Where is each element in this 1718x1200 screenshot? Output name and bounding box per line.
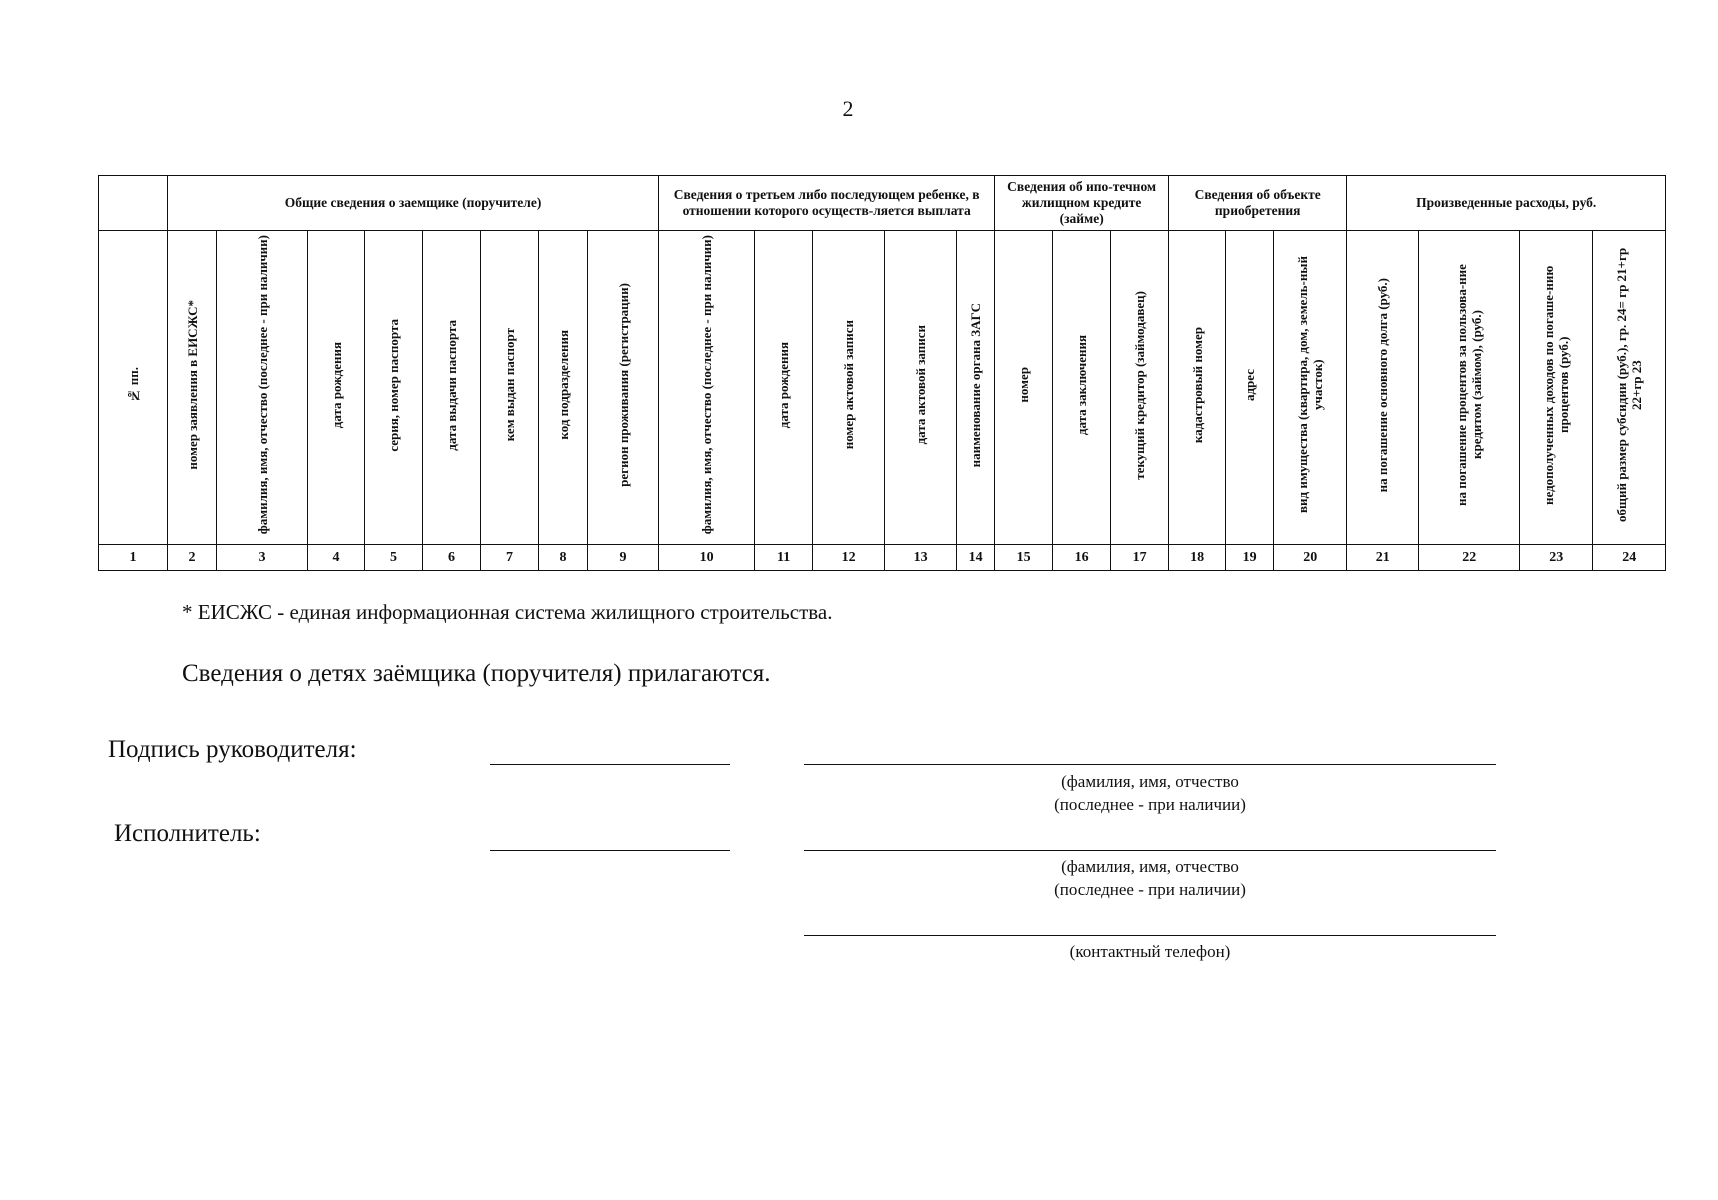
column-number: 3 bbox=[217, 545, 308, 571]
column-header-label: номер bbox=[1016, 367, 1032, 403]
head-signature-label: Подпись руководителя: bbox=[108, 736, 357, 763]
column-number: 19 bbox=[1226, 545, 1274, 571]
executor-label: Исполнитель: bbox=[114, 820, 261, 847]
footnote: * ЕИСЖС - единая информационная система жилищного строительства. bbox=[182, 600, 833, 624]
column-number: 12 bbox=[813, 545, 885, 571]
column-header-cell bbox=[308, 231, 365, 545]
group-header-mortgage: Сведения об ипо-течном жилищном кредите (займе) bbox=[995, 176, 1169, 231]
column-number: 13 bbox=[885, 545, 957, 571]
executor-name-caption bbox=[940, 855, 1360, 901]
column-header-cell bbox=[755, 231, 813, 545]
column-header-label: фамилия, имя, отчество (последнее - при наличии) bbox=[699, 235, 715, 535]
column-number-row bbox=[99, 545, 1666, 571]
fio-caption-line2: (последнее - при наличии) bbox=[1054, 795, 1246, 814]
column-header-label: дата актовой записи bbox=[913, 325, 929, 445]
column-header-label: № пп. bbox=[125, 366, 141, 404]
column-header-cell bbox=[1419, 231, 1520, 545]
group-header-child: Сведения о третьем либо последующем ребенке, в отношении которого осуществ-ляется выплата bbox=[659, 176, 995, 231]
head-name-line bbox=[804, 764, 1496, 765]
column-header-cell bbox=[1111, 231, 1169, 545]
column-number: 9 bbox=[588, 545, 659, 571]
column-header-cell bbox=[423, 231, 481, 545]
column-header-label: кадастровый номер bbox=[1189, 326, 1205, 444]
column-number: 22 bbox=[1419, 545, 1520, 571]
head-name-caption bbox=[940, 770, 1360, 816]
column-number: 18 bbox=[1169, 545, 1226, 571]
column-header-label: номер заявления в ЕИСЖС* bbox=[184, 300, 200, 470]
column-number: 24 bbox=[1593, 545, 1666, 571]
column-header-cell bbox=[1593, 231, 1666, 545]
column-header-label: дата выдачи паспорта bbox=[444, 319, 459, 451]
column-header-cell bbox=[1274, 231, 1347, 545]
executor-signature-line bbox=[490, 850, 730, 851]
column-header-label: номер актовой записи bbox=[841, 320, 857, 450]
column-header-label: на погашение основного долга (руб.) bbox=[1375, 277, 1391, 493]
report-table bbox=[98, 175, 1666, 571]
column-header-label: на погашение процентов за пользова-ние кредитом (займом), (руб.) bbox=[1454, 264, 1485, 506]
column-header-cell bbox=[1053, 231, 1111, 545]
column-header-label: недополученных доходов по погаше-нию процентов (руб.) bbox=[1541, 265, 1572, 505]
column-header-cell bbox=[885, 231, 957, 545]
column-header-cell bbox=[1347, 231, 1419, 545]
column-header-cell bbox=[813, 231, 885, 545]
group-header-borrower: Общие сведения о заемщике (поручителе) bbox=[168, 176, 659, 231]
column-header-cell bbox=[539, 231, 588, 545]
column-number: 17 bbox=[1111, 545, 1169, 571]
column-number: 2 bbox=[168, 545, 217, 571]
column-header-cell bbox=[168, 231, 217, 545]
column-number: 8 bbox=[539, 545, 588, 571]
group-header-row bbox=[99, 176, 1666, 231]
column-header-label: адрес bbox=[1242, 368, 1258, 401]
column-header-cell bbox=[217, 231, 308, 545]
column-number: 15 bbox=[995, 545, 1053, 571]
fio-caption-line1: (фамилия, имя, отчество bbox=[1061, 772, 1239, 791]
column-header-label: дата рождения bbox=[776, 341, 792, 429]
column-number: 23 bbox=[1520, 545, 1593, 571]
column-header-cell bbox=[1169, 231, 1226, 545]
column-header-cell bbox=[588, 231, 659, 545]
column-number: 7 bbox=[481, 545, 539, 571]
column-number: 4 bbox=[308, 545, 365, 571]
column-header-label: дата рождения bbox=[328, 341, 344, 429]
page-number: 2 bbox=[842, 96, 854, 121]
column-number: 20 bbox=[1274, 545, 1347, 571]
column-header-label: вид имущества (квартира, дом, земель-ный участок) bbox=[1295, 256, 1326, 514]
group-header-empty bbox=[99, 176, 168, 231]
executor-name-line bbox=[804, 850, 1496, 851]
column-number: 11 bbox=[755, 545, 813, 571]
fio-caption-line1: (фамилия, имя, отчество bbox=[1061, 857, 1239, 876]
column-header-label: кем выдан паспорт bbox=[502, 328, 517, 442]
column-header-cell bbox=[957, 231, 995, 545]
column-header-label: регион проживания (регистрации) bbox=[615, 283, 631, 487]
column-header-label: общий размер субсидии (руб.), гр. 24= гр 21+гр 22+гр 23 bbox=[1614, 247, 1645, 523]
column-header-cell bbox=[995, 231, 1053, 545]
phone-caption: (контактный телефон) bbox=[1069, 942, 1231, 961]
column-header-label: дата заключения bbox=[1074, 334, 1090, 436]
column-header-cell bbox=[99, 231, 168, 545]
children-attached-note: Сведения о детях заёмщика (поручителя) прилагаются. bbox=[182, 660, 771, 687]
column-number: 10 bbox=[659, 545, 755, 571]
column-header-cell bbox=[481, 231, 539, 545]
column-header-label: текущий кредитор (займодавец) bbox=[1132, 290, 1148, 480]
group-header-expenses: Произведенные расходы, руб. bbox=[1347, 176, 1666, 231]
column-header-cell bbox=[365, 231, 423, 545]
column-header-cell bbox=[659, 231, 755, 545]
column-number: 6 bbox=[423, 545, 481, 571]
column-header-cell bbox=[1226, 231, 1274, 545]
column-number: 16 bbox=[1053, 545, 1111, 571]
column-header-label: серия, номер паспорта bbox=[386, 318, 401, 452]
column-header-row bbox=[99, 231, 1666, 545]
column-number: 14 bbox=[957, 545, 995, 571]
head-signature-line bbox=[490, 764, 730, 765]
column-number: 5 bbox=[365, 545, 423, 571]
column-number: 1 bbox=[99, 545, 168, 571]
column-header-cell bbox=[1520, 231, 1593, 545]
column-number: 21 bbox=[1347, 545, 1419, 571]
column-header-label: наименование органа ЗАГС bbox=[968, 302, 984, 468]
phone-line bbox=[804, 935, 1496, 936]
group-header-property: Сведения об объекте приобретения bbox=[1169, 176, 1347, 231]
column-header-label: фамилия, имя, отчество (последнее - при наличии) bbox=[254, 235, 270, 535]
fio-caption-line2: (последнее - при наличии) bbox=[1054, 880, 1246, 899]
column-header-label: код подразделения bbox=[555, 330, 571, 440]
